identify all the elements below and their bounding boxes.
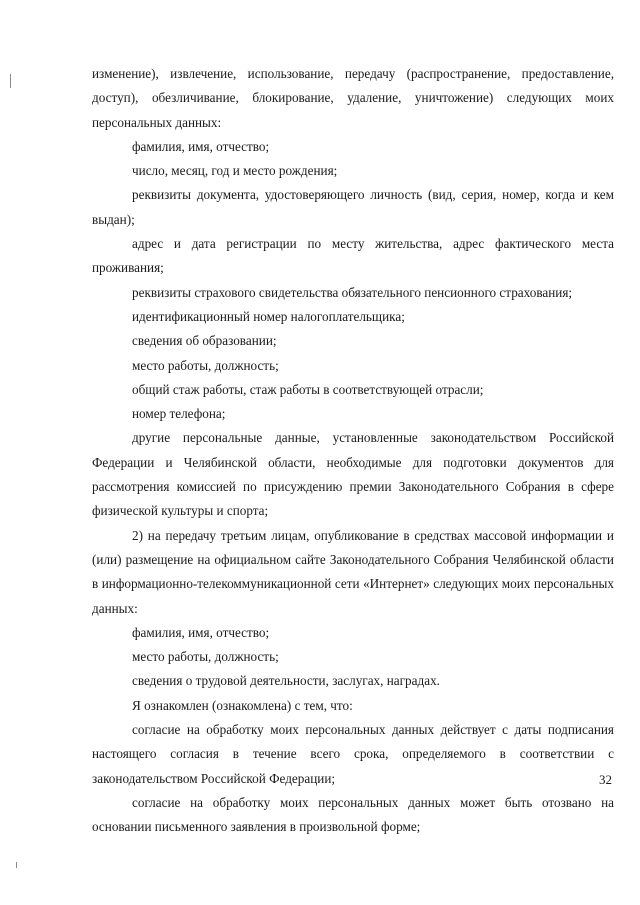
page-number: 32 <box>599 772 612 787</box>
paragraph: сведения об образовании; <box>132 333 277 349</box>
paragraph: место работы, должность; <box>132 357 279 373</box>
paragraph: идентификационный номер налогоплательщика; <box>132 308 405 324</box>
paragraph: номер телефона; <box>132 406 226 422</box>
paragraph: 2) на передачу третьим лицам, опубликование в средствах массовой информации и (или) размещение на официальном сайте Законодательного Собрания Челябинской области в информационно-телекоммуникационной сети «Интернет» следующих моих персональных данных: <box>92 527 614 616</box>
paragraph: реквизиты документа, удостоверяющего личность (вид, серия, номер, когда и кем выдан); <box>92 187 614 227</box>
paragraph: согласие на обработку моих персональных данных может быть отозвано на основании письменного заявления в произвольной форме; <box>92 794 614 835</box>
paragraph: согласие на обработку моих персональных данных действует с даты подписания настоящего согласия в течение всего срока, определяемого в соответствии с законодательством Российской Федерации; <box>92 722 614 786</box>
paragraph: Я ознакомлен (ознакомлена) с тем, что: <box>132 697 353 713</box>
paragraph: число, месяц, год и место рождения; <box>132 163 338 179</box>
scan-mark-bottom-left <box>16 862 17 868</box>
paragraph: фамилия, имя, отчество; <box>132 138 270 154</box>
paragraph: сведения о трудовой деятельности, заслугах, наградах. <box>132 673 440 689</box>
paragraph: место работы, должность; <box>132 649 279 665</box>
paragraph: другие персональные данные, установленные законодательством Российской Федерации и Челябинской области, необходимые для подготовки документов для рассмотрения комиссией по присуждению премии Законодательного Собрания в сфере физической культуры и спорта; <box>92 430 614 519</box>
paragraph: реквизиты страхового свидетельства обязательного пенсионного страхования; <box>132 284 573 300</box>
paragraph: изменение), извлечение, использование, передачу (распространение, предоставление, доступ), обезличивание, блокирование, удаление, уничтожение) следующих моих персональных данных: <box>92 66 614 130</box>
paragraph: общий стаж работы, стаж работы в соответствующей отрасли; <box>132 381 484 397</box>
document-body <box>92 62 614 840</box>
paragraph: адрес и дата регистрации по месту жительства, адрес фактического места проживания; <box>92 236 614 276</box>
scan-mark-top-left <box>10 74 11 88</box>
paragraph: фамилия, имя, отчество; <box>132 624 270 640</box>
